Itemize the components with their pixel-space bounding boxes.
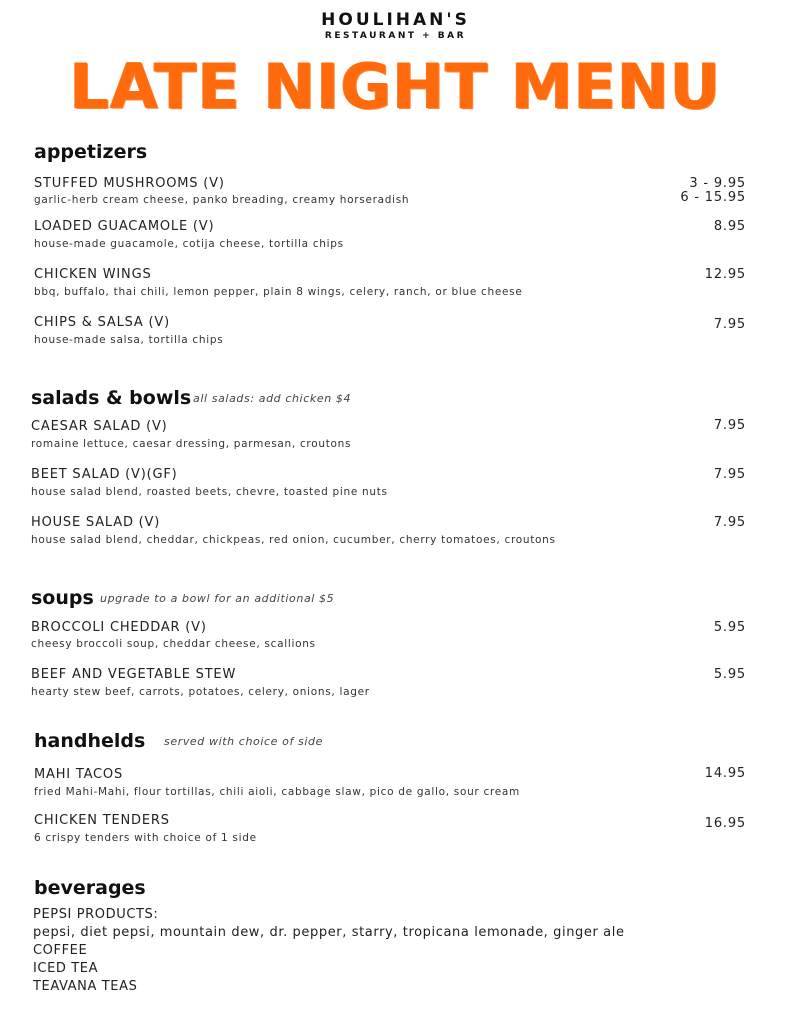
item-price: 16.95	[704, 816, 746, 831]
item-price-secondary: 6 - 15.95	[680, 190, 746, 205]
item-name: LOADED GUACAMOLE (V)	[34, 219, 215, 234]
section-heading-soups: soups	[31, 587, 94, 609]
item-name: BEET SALAD (V)(GF)	[31, 467, 178, 482]
beverage-line: pepsi, diet pepsi, mountain dew, dr. pepper, starry, tropicana lemonade, ginger ale	[33, 925, 625, 940]
item-price: 7.95	[713, 467, 746, 482]
item-description: bbq, buffalo, thai chili, lemon pepper, plain 8 wings, celery, ranch, or blue cheese	[34, 286, 523, 298]
item-price: 7.95	[713, 515, 746, 530]
item-description: garlic-herb cream cheese, panko breading, creamy horseradish	[34, 194, 410, 206]
item-name: HOUSE SALAD (V)	[31, 515, 161, 530]
item-description: fried Mahi-Mahi, flour tortillas, chili aioli, cabbage slaw, pico de gallo, sour cream	[34, 786, 520, 798]
beverage-line: COFFEE	[33, 943, 88, 958]
item-name: BROCCOLI CHEDDAR (V)	[31, 620, 207, 635]
item-name: CHIPS & SALSA (V)	[34, 315, 170, 330]
beverage-line: ICED TEA	[33, 961, 99, 976]
item-price: 5.95	[713, 667, 746, 682]
section-note-soups: upgrade to a bowl for an additional $5	[100, 592, 335, 605]
item-description: romaine lettuce, caesar dressing, parmesan, croutons	[31, 438, 352, 450]
item-price: 8.95	[713, 219, 746, 234]
item-name: CAESAR SALAD (V)	[31, 419, 168, 434]
item-description: hearty stew beef, carrots, potatoes, celery, onions, lager	[31, 686, 370, 698]
restaurant-name: HOULIHAN'S	[321, 10, 470, 30]
item-price: 12.95	[704, 267, 746, 282]
section-heading-handhelds: handhelds	[34, 730, 146, 752]
item-description: 6 crispy tenders with choice of 1 side	[34, 832, 257, 844]
item-price: 3 - 9.95	[689, 176, 746, 191]
item-description: house-made salsa, tortilla chips	[34, 334, 224, 346]
beverage-line: PEPSI PRODUCTS:	[33, 907, 159, 922]
item-description: house-made guacamole, cotija cheese, tortilla chips	[34, 238, 344, 250]
item-name: CHICKEN TENDERS	[34, 813, 170, 828]
item-price: 5.95	[713, 620, 746, 635]
restaurant-subtitle: RESTAURANT + BAR	[324, 31, 467, 41]
item-price: 7.95	[713, 418, 746, 433]
item-description: cheesy broccoli soup, cheddar cheese, scallions	[31, 638, 316, 650]
section-note-handhelds: served with choice of side	[164, 735, 323, 748]
item-description: house salad blend, roasted beets, chevre, toasted pine nuts	[31, 486, 388, 498]
item-name: CHICKEN WINGS	[34, 267, 152, 282]
section-note-salads: all salads: add chicken $4	[193, 392, 352, 405]
item-price: 14.95	[704, 766, 746, 781]
item-description: house salad blend, cheddar, chickpeas, red onion, cucumber, cherry tomatoes, croutons	[31, 534, 556, 546]
item-name: BEEF AND VEGETABLE STEW	[31, 667, 237, 682]
item-price: 7.95	[713, 317, 746, 332]
item-name: STUFFED MUSHROOMS (V)	[34, 176, 225, 191]
restaurant-logo	[0, 10, 791, 41]
section-heading-salads: salads & bowls	[31, 387, 192, 409]
section-heading-beverages: beverages	[34, 877, 146, 899]
item-name: MAHI TACOS	[34, 767, 124, 782]
menu-title: LATE NIGHT MENU	[69, 50, 722, 123]
section-heading-appetizers: appetizers	[34, 141, 148, 163]
beverage-line: TEAVANA TEAS	[33, 979, 138, 994]
